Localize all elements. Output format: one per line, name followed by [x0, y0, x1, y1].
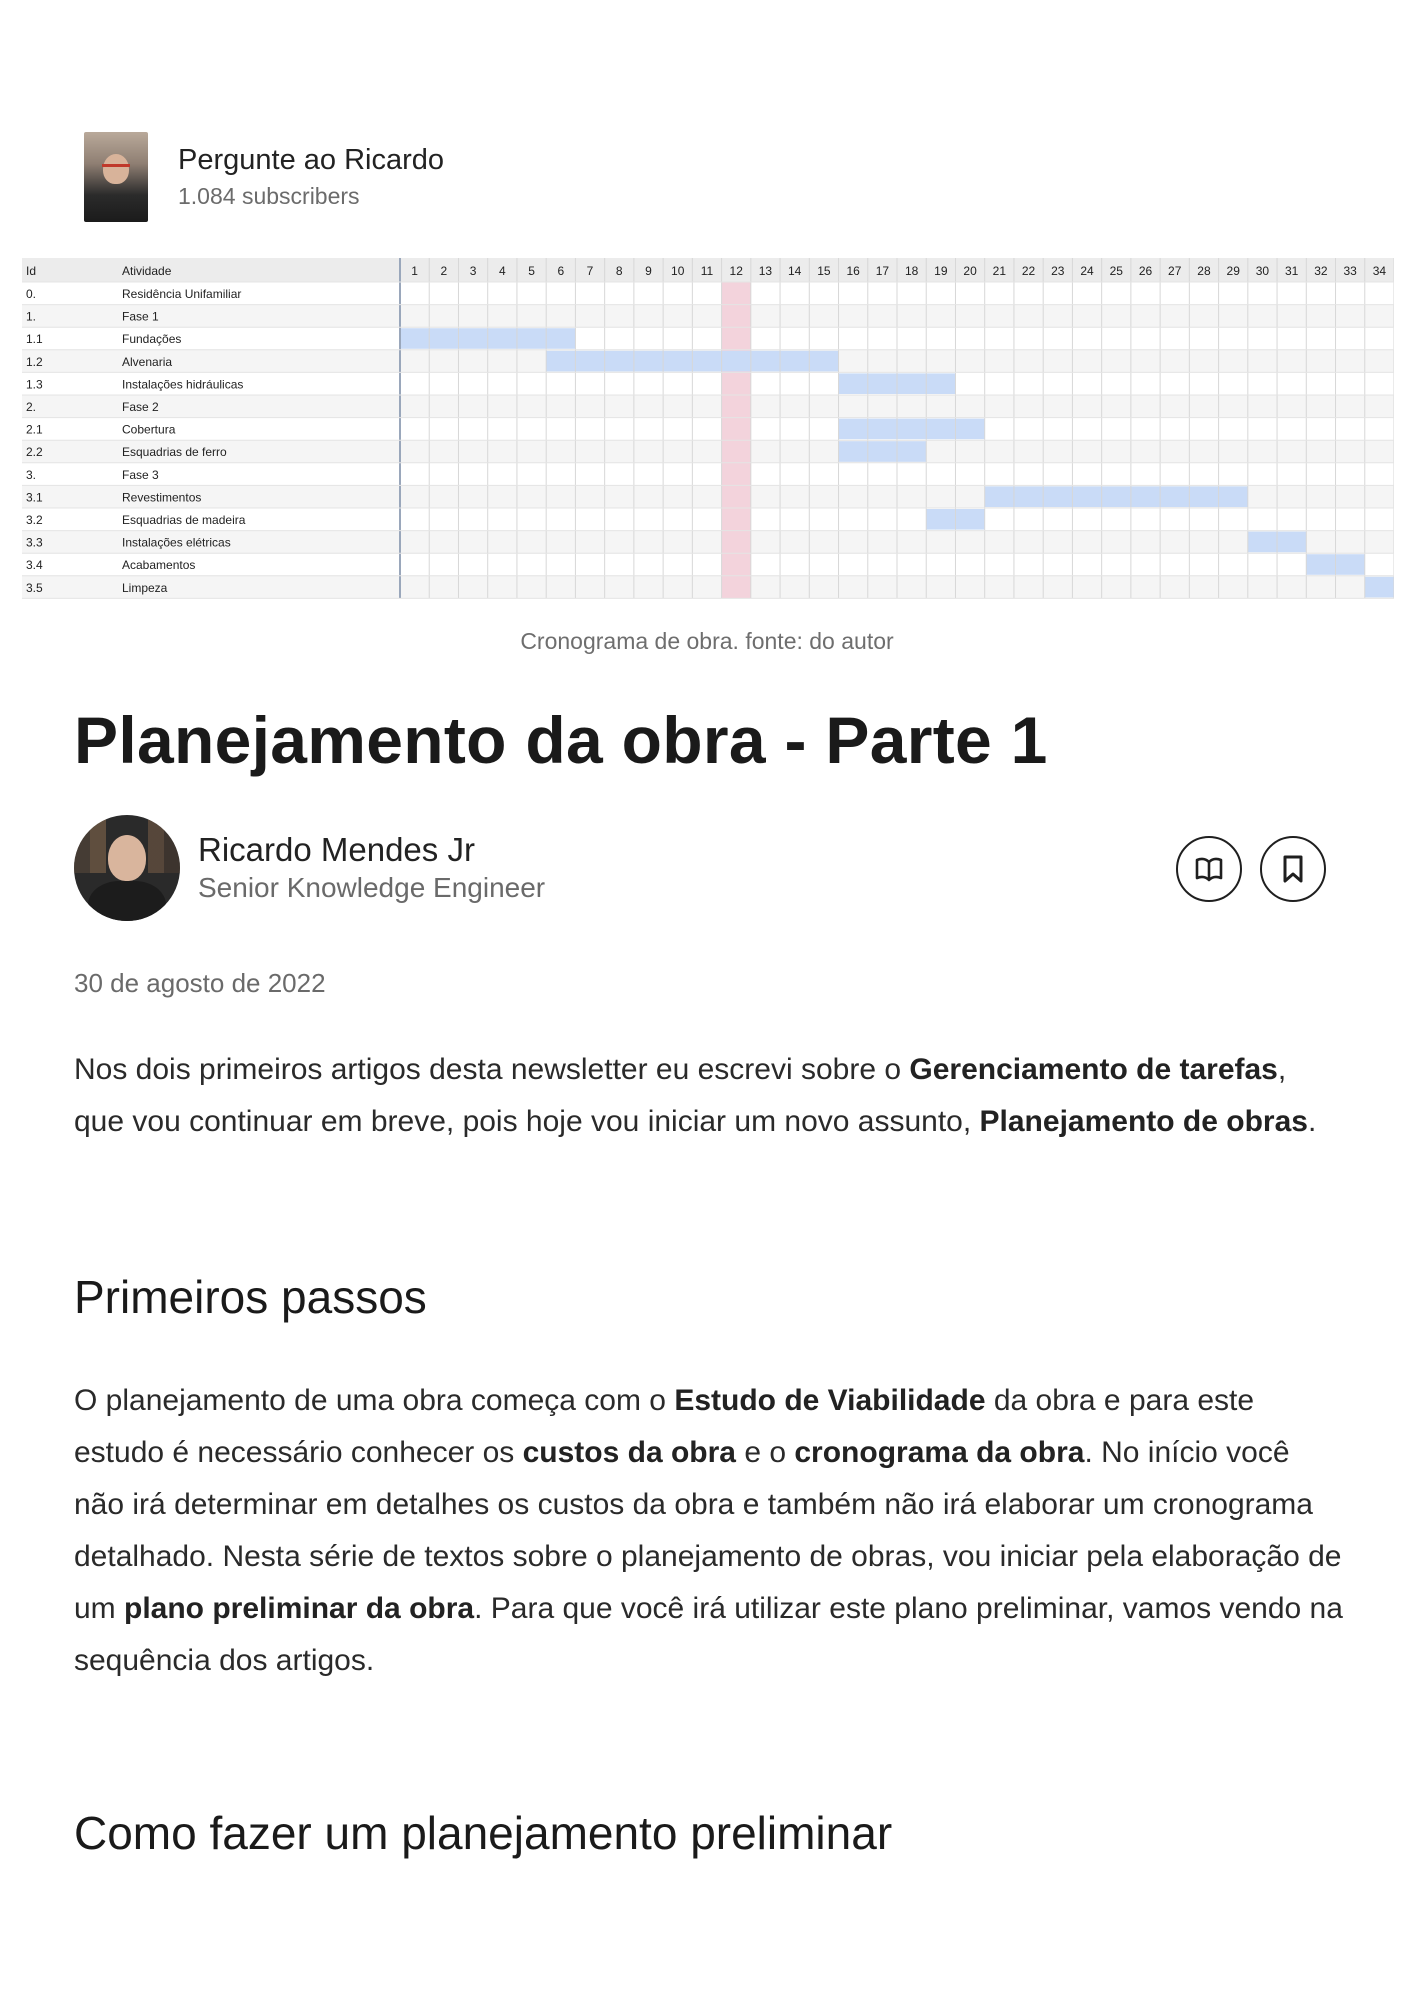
gantt-bar	[839, 419, 985, 440]
publish-date: 30 de agosto de 2022	[74, 968, 326, 998]
gantt-day-label: 17	[875, 264, 890, 278]
gantt-row-id: 3.	[26, 467, 37, 482]
gantt-day-label: 31	[1284, 264, 1299, 278]
gantt-day-label: 4	[498, 264, 506, 278]
gantt-row-bg	[22, 576, 1394, 599]
gantt-header-id: Id	[26, 264, 37, 278]
gantt-day-label: 25	[1109, 264, 1123, 278]
gantt-day-label: 34	[1372, 264, 1387, 278]
gantt-row-id: 1.1	[26, 332, 43, 347]
author-block[interactable]	[74, 815, 545, 921]
gantt-day-label: 20	[963, 264, 977, 278]
gantt-day-label: 29	[1226, 264, 1240, 278]
gantt-row-id: 3.1	[26, 490, 43, 505]
author-role: Senior Knowledge Engineer	[198, 872, 546, 903]
intro-paragraph: Nos dois primeiros artigos desta newsletter eu escrevi sobre o Gerenciamento de tarefas, que vou continuar em breve, pois hoje vou iniciar um novo assunto, Planejamento de obras.	[74, 1053, 1317, 1138]
gantt-row-id: 1.3	[26, 377, 43, 392]
section-heading-primeiros-passos: Primeiros passos	[74, 1271, 427, 1323]
gantt-row-id: 3.3	[26, 535, 43, 550]
gantt-row-activity: Cobertura	[122, 422, 176, 437]
gantt-day-label: 2	[440, 264, 448, 278]
gantt-row-id: 2.	[26, 400, 37, 414]
gantt-row-activity: Fase 2	[122, 400, 159, 414]
gantt-header-activity: Atividade	[122, 264, 172, 278]
gantt-day-label: 16	[846, 264, 860, 278]
gantt-day-label: 32	[1314, 264, 1328, 278]
section-heading-planejamento-preliminar: Como fazer um planejamento preliminar	[74, 1807, 893, 1859]
gantt-day-label: 12	[729, 264, 743, 278]
newsletter-header[interactable]	[84, 132, 444, 222]
gantt-row-id: 0.	[26, 287, 37, 301]
gantt-bar	[1365, 577, 1394, 598]
gantt-day-label: 3	[469, 264, 477, 278]
gantt-day-label: 13	[758, 264, 773, 278]
gantt-day-label: 7	[586, 264, 594, 278]
article-title: Planejamento da obra - Parte 1	[74, 703, 1048, 777]
gantt-chart	[22, 258, 1394, 608]
gantt-row-bg	[22, 395, 1394, 418]
gantt-day-label: 11	[700, 264, 714, 278]
gantt-day-label: 6	[557, 264, 565, 278]
gantt-day-label: 9	[645, 264, 652, 278]
gantt-row-activity: Limpeza	[122, 580, 168, 595]
gantt-day-label: 27	[1168, 264, 1182, 278]
gantt-day-label: 21	[992, 264, 1007, 278]
book-open-icon	[1193, 853, 1225, 885]
gantt-day-label: 22	[1021, 264, 1036, 278]
author-name[interactable]: Ricardo Mendes Jr	[198, 831, 475, 868]
gantt-row-id: 2.1	[26, 422, 43, 437]
gantt-row-activity: Residência Unifamiliar	[122, 287, 242, 301]
gantt-row-id: 2.2	[26, 445, 43, 460]
gantt-bar	[985, 486, 1248, 507]
author-avatar[interactable]	[74, 815, 180, 921]
gantt-day-label: 18	[904, 264, 919, 278]
gantt-day-label: 28	[1197, 264, 1211, 278]
gantt-row-activity: Revestimentos	[122, 490, 202, 505]
section-paragraph: O planejamento de uma obra começa com o Estudo de Viabilidade da obra e para este estudo é necessário conhecer os custos da obra e o cronograma da obra. No início você não irá determinar em detalhes os custos da obra e também não irá elaborar um cronograma detalhado. Nesta série de textos sobre o planejamento de obras, vou iniciar pela elaboração de um plano preliminar da obra. Para que você irá utilizar este plano preliminar, vamos vendo na sequência dos artigos.	[74, 1384, 1343, 1677]
gantt-day-label: 10	[671, 264, 685, 278]
gantt-row-activity: Fundações	[122, 332, 182, 347]
gantt-row-activity: Alvenaria	[122, 354, 173, 369]
reader-mode-button[interactable]	[1176, 836, 1242, 902]
gantt-day-label: 33	[1343, 264, 1357, 278]
gantt-bar	[839, 441, 927, 462]
gantt-row-id: 3.2	[26, 513, 43, 527]
gantt-row-activity: Fase 3	[122, 467, 159, 482]
gantt-row-activity: Instalações hidráulicas	[122, 377, 244, 392]
gantt-day-label: 15	[817, 264, 831, 278]
gantt-row-activity: Instalações elétricas	[122, 535, 231, 550]
gantt-day-label: 26	[1138, 264, 1153, 278]
gantt-row-bg	[22, 305, 1394, 328]
gantt-chart-image	[22, 258, 1394, 608]
gantt-row-activity: Fase 1	[122, 309, 159, 324]
gantt-day-label: 1	[411, 264, 418, 278]
gantt-row-activity: Esquadrias de ferro	[122, 445, 227, 460]
gantt-row-id: 3.5	[26, 580, 43, 595]
gantt-day-label: 14	[787, 264, 802, 278]
gantt-day-label: 19	[934, 264, 948, 278]
gantt-row-activity: Esquadrias de madeira	[122, 513, 246, 527]
newsletter-avatar[interactable]	[84, 132, 148, 222]
gantt-row-id: 1.2	[26, 354, 43, 369]
gantt-row-id: 1.	[26, 309, 37, 324]
gantt-day-label: 30	[1255, 264, 1270, 278]
gantt-row-activity: Acabamentos	[122, 558, 196, 573]
gantt-row-id: 3.4	[26, 558, 43, 573]
newsletter-name[interactable]: Pergunte ao Ricardo	[178, 144, 444, 176]
gantt-day-label: 8	[615, 264, 623, 278]
gantt-day-label: 5	[528, 264, 535, 278]
gantt-day-label: 24	[1080, 264, 1094, 278]
gantt-row-bg	[22, 440, 1394, 463]
gantt-day-label: 23	[1051, 264, 1065, 278]
newsletter-subscribers: 1.084 subscribers	[178, 183, 360, 209]
bookmark-icon	[1279, 854, 1307, 884]
save-article-button[interactable]	[1260, 836, 1326, 902]
image-caption: Cronograma de obra. fonte: do autor	[520, 628, 894, 654]
